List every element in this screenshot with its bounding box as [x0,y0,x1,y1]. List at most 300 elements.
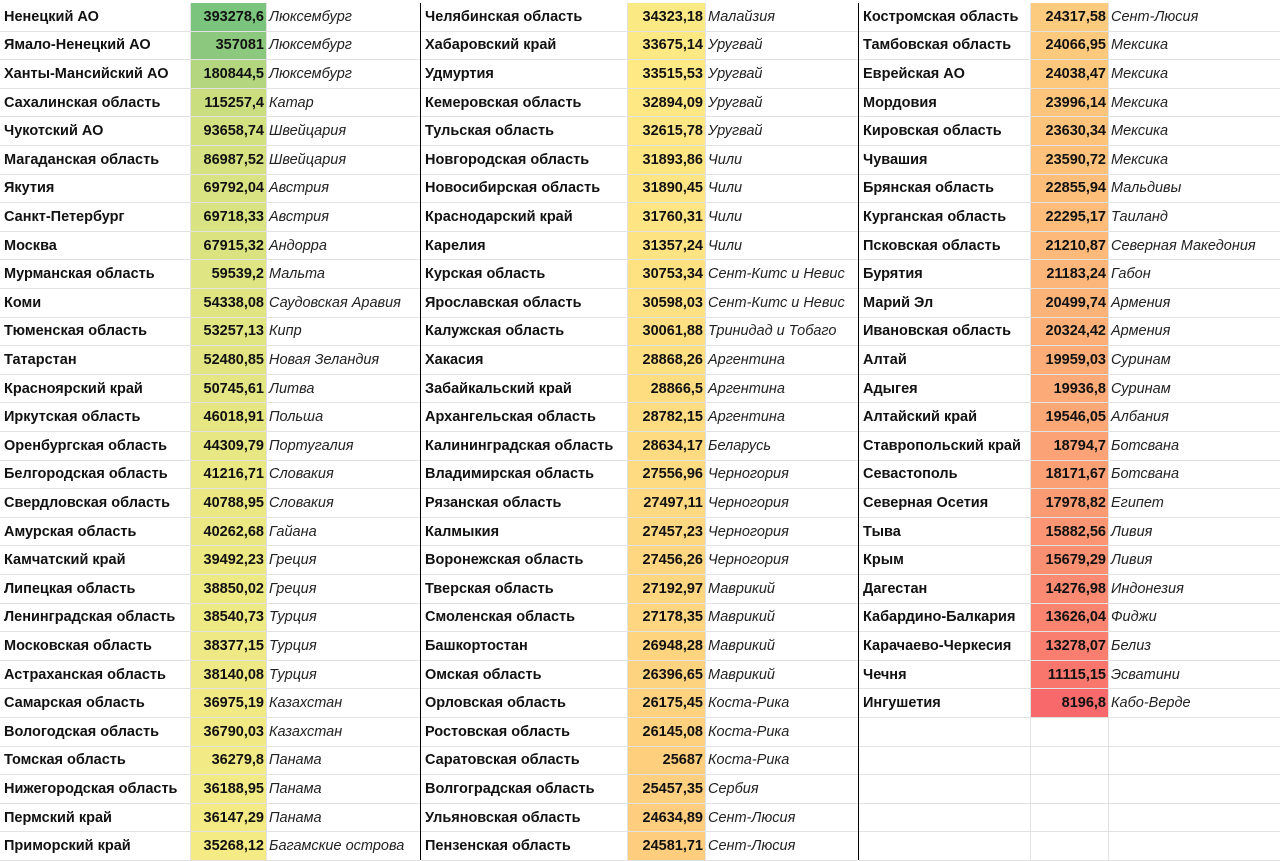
region-cell[interactable]: Самарская область [0,689,191,718]
value-cell[interactable]: 31760,31 [628,203,705,232]
region-cell[interactable]: Калужская область [421,318,628,347]
empty-row [859,775,1280,804]
table-row [421,775,858,804]
region-cell[interactable]: Чукотский АО [0,117,191,146]
value-cell[interactable]: 30061,88 [628,318,705,347]
table-row [0,775,420,804]
country-cell[interactable]: Гайана [266,518,420,547]
table-row [859,146,1280,175]
value-cell[interactable]: 25687 [628,747,705,776]
value-cell[interactable]: 393278,6 [191,3,266,32]
value-cell[interactable]: 86987,52 [191,146,266,175]
value-cell[interactable]: 22855,94 [1031,175,1108,204]
region-cell[interactable]: Хакасия [421,346,628,375]
value-cell[interactable]: 36147,29 [191,804,266,833]
region-cell[interactable]: Новосибирская область [421,175,628,204]
country-cell[interactable]: Белиз [1108,632,1280,661]
value-cell[interactable]: 38540,73 [191,604,266,633]
country-cell[interactable]: Панама [266,775,420,804]
value-cell[interactable]: 39492,23 [191,546,266,575]
country-cell[interactable]: Уругвай [705,89,858,118]
value-cell[interactable] [1031,804,1108,833]
region-cell[interactable]: Кабардино-Балкария [859,604,1031,633]
value-cell[interactable]: 34323,18 [628,3,705,32]
country-cell[interactable]: Ботсвана [1108,432,1280,461]
country-cell[interactable]: Маврикий [705,661,858,690]
region-cell[interactable]: Рязанская область [421,489,628,518]
country-cell[interactable]: Суринам [1108,346,1280,375]
region-cell[interactable]: Чечня [859,661,1031,690]
country-cell[interactable]: Турция [266,632,420,661]
region-cell[interactable] [859,832,1031,861]
country-cell[interactable]: Таиланд [1108,203,1280,232]
region-cell[interactable]: Забайкальский край [421,375,628,404]
country-cell[interactable]: Ботсвана [1108,461,1280,490]
country-cell[interactable] [1108,832,1280,861]
region-cell[interactable]: Алтайский край [859,403,1031,432]
country-cell[interactable]: Габон [1108,260,1280,289]
country-cell[interactable]: Малайзия [705,3,858,32]
country-cell[interactable]: Аргентина [705,346,858,375]
value-cell[interactable]: 26145,08 [628,718,705,747]
region-cell[interactable]: Краснодарский край [421,203,628,232]
table-row [421,518,858,547]
value-cell[interactable]: 24317,58 [1031,3,1108,32]
country-cell[interactable]: Уругвай [705,32,858,61]
table-row [0,575,420,604]
country-cell[interactable]: Кабо-Верде [1108,689,1280,718]
value-cell[interactable]: 18794,7 [1031,432,1108,461]
region-cell[interactable]: Костромская область [859,3,1031,32]
value-cell[interactable]: 31357,24 [628,232,705,261]
country-cell[interactable]: Мексика [1108,146,1280,175]
country-cell[interactable]: Чили [705,175,858,204]
table-row [0,689,420,718]
country-cell[interactable]: Черногория [705,518,858,547]
value-cell[interactable]: 26948,28 [628,632,705,661]
table-row [421,432,858,461]
table-row [421,546,858,575]
value-cell[interactable]: 53257,13 [191,318,266,347]
value-cell[interactable]: 115257,4 [191,89,266,118]
value-cell[interactable]: 19936,8 [1031,375,1108,404]
country-cell[interactable]: Мексика [1108,60,1280,89]
table-row [859,260,1280,289]
value-cell[interactable]: 36790,03 [191,718,266,747]
country-cell[interactable]: Эсватини [1108,661,1280,690]
empty-row [859,747,1280,776]
region-cell[interactable]: Кемеровская область [421,89,628,118]
country-cell[interactable]: Андорра [266,232,420,261]
region-cell[interactable]: Москва [0,232,191,261]
region-cell[interactable]: Воронежская область [421,546,628,575]
table-row [859,689,1280,718]
value-cell[interactable]: 32894,09 [628,89,705,118]
value-cell[interactable]: 20324,42 [1031,318,1108,347]
value-cell[interactable]: 38850,02 [191,575,266,604]
value-cell[interactable]: 33675,14 [628,32,705,61]
table-row [859,346,1280,375]
region-cell[interactable]: Чувашия [859,146,1031,175]
region-cell[interactable] [859,718,1031,747]
value-cell[interactable]: 25457,35 [628,775,705,804]
region-cell[interactable]: Татарстан [0,346,191,375]
region-cell[interactable]: Карелия [421,232,628,261]
region-cell[interactable]: Сахалинская область [0,89,191,118]
value-cell[interactable]: 15882,56 [1031,518,1108,547]
region-cell[interactable]: Карачаево-Черкесия [859,632,1031,661]
country-cell[interactable]: Казахстан [266,689,420,718]
region-cell[interactable]: Нижегородская область [0,775,191,804]
region-cell[interactable]: Амурская область [0,518,191,547]
value-cell[interactable]: 24038,47 [1031,60,1108,89]
value-cell[interactable]: 21210,87 [1031,232,1108,261]
region-cell[interactable]: Оренбургская область [0,432,191,461]
country-cell[interactable]: Багамские острова [266,832,420,861]
region-cell[interactable]: Челябинская область [421,3,628,32]
region-cell[interactable]: Адыгея [859,375,1031,404]
country-cell[interactable]: Сент-Китс и Невис [705,260,858,289]
region-cell[interactable]: Ханты-Мансийский АО [0,60,191,89]
region-cell[interactable]: Тульская область [421,117,628,146]
country-cell[interactable]: Беларусь [705,432,858,461]
value-cell[interactable]: 24634,89 [628,804,705,833]
value-cell[interactable]: 24581,71 [628,832,705,861]
country-cell[interactable]: Мальдивы [1108,175,1280,204]
value-cell[interactable]: 15679,29 [1031,546,1108,575]
country-cell[interactable]: Армения [1108,318,1280,347]
table-row [421,203,858,232]
value-cell[interactable]: 40788,95 [191,489,266,518]
country-cell[interactable]: Коста-Рика [705,689,858,718]
country-cell[interactable]: Черногория [705,489,858,518]
value-cell[interactable] [1031,747,1108,776]
region-cell[interactable]: Псковская область [859,232,1031,261]
value-cell[interactable]: 27192,97 [628,575,705,604]
value-cell[interactable]: 27556,96 [628,461,705,490]
value-cell[interactable]: 11115,15 [1031,661,1108,690]
region-cell[interactable] [859,747,1031,776]
region-cell[interactable]: Ямало-Ненецкий АО [0,32,191,61]
country-cell[interactable]: Чили [705,146,858,175]
region-cell[interactable]: Мурманская область [0,260,191,289]
country-cell[interactable]: Словакия [266,489,420,518]
region-cell[interactable]: Орловская область [421,689,628,718]
region-cell[interactable]: Калмыкия [421,518,628,547]
country-cell[interactable]: Сент-Люсия [705,804,858,833]
region-cell[interactable]: Ульяновская область [421,804,628,833]
region-cell[interactable]: Курганская область [859,203,1031,232]
region-cell[interactable]: Коми [0,289,191,318]
value-cell[interactable]: 38377,15 [191,632,266,661]
region-cell[interactable]: Вологодская область [0,718,191,747]
value-cell[interactable]: 54338,08 [191,289,266,318]
table-row [421,661,858,690]
value-cell[interactable]: 20499,74 [1031,289,1108,318]
region-cell[interactable]: Пензенская область [421,832,628,861]
value-cell[interactable]: 59539,2 [191,260,266,289]
region-cell[interactable]: Мордовия [859,89,1031,118]
region-cell[interactable]: Курская область [421,260,628,289]
value-cell[interactable]: 50745,61 [191,375,266,404]
value-cell[interactable]: 13626,04 [1031,604,1108,633]
value-cell[interactable]: 44309,79 [191,432,266,461]
value-cell[interactable]: 28866,5 [628,375,705,404]
country-cell[interactable]: Швейцария [266,117,420,146]
value-cell[interactable]: 17978,82 [1031,489,1108,518]
region-cell[interactable]: Магаданская область [0,146,191,175]
country-cell[interactable]: Мальта [266,260,420,289]
country-cell[interactable]: Фиджи [1108,604,1280,633]
region-cell[interactable]: Бурятия [859,260,1031,289]
value-cell[interactable]: 14276,98 [1031,575,1108,604]
country-cell[interactable]: Уругвай [705,117,858,146]
country-cell[interactable]: Австрия [266,175,420,204]
region-cell[interactable]: Еврейская АО [859,60,1031,89]
country-cell[interactable]: Швейцария [266,146,420,175]
value-cell[interactable]: 23590,72 [1031,146,1108,175]
value-cell[interactable]: 30598,03 [628,289,705,318]
region-cell[interactable]: Пермский край [0,804,191,833]
country-cell[interactable]: Катар [266,89,420,118]
value-cell[interactable]: 93658,74 [191,117,266,146]
region-cell[interactable]: Тамбовская область [859,32,1031,61]
region-cell[interactable] [859,804,1031,833]
region-cell[interactable]: Крым [859,546,1031,575]
country-cell[interactable]: Албания [1108,403,1280,432]
table-row [859,318,1280,347]
region-cell[interactable]: Тверская область [421,575,628,604]
value-cell[interactable]: 36279,8 [191,747,266,776]
value-cell[interactable]: 36975,19 [191,689,266,718]
region-cell[interactable]: Ленинградская область [0,604,191,633]
value-cell[interactable]: 19959,03 [1031,346,1108,375]
value-cell[interactable]: 31890,45 [628,175,705,204]
value-cell[interactable]: 32615,78 [628,117,705,146]
region-cell[interactable]: Новгородская область [421,146,628,175]
table-row [421,3,858,32]
country-cell[interactable]: Аргентина [705,403,858,432]
region-cell[interactable]: Смоленская область [421,604,628,633]
country-cell[interactable]: Панама [266,747,420,776]
country-cell[interactable]: Мексика [1108,89,1280,118]
country-cell[interactable]: Маврикий [705,604,858,633]
country-cell[interactable]: Мексика [1108,32,1280,61]
value-cell[interactable]: 19546,05 [1031,403,1108,432]
country-cell[interactable]: Люксембург [266,3,420,32]
region-cell[interactable]: Ставропольский край [859,432,1031,461]
region-cell[interactable]: Алтай [859,346,1031,375]
value-cell[interactable]: 26396,65 [628,661,705,690]
region-cell[interactable]: Томская область [0,747,191,776]
table-row [421,718,858,747]
country-cell[interactable]: Люксембург [266,60,420,89]
country-cell[interactable] [1108,804,1280,833]
region-cell[interactable]: Камчатский край [0,546,191,575]
value-cell[interactable]: 18171,67 [1031,461,1108,490]
table-row [0,604,420,633]
country-cell[interactable]: Сербия [705,775,858,804]
region-cell[interactable]: Хабаровский край [421,32,628,61]
region-cell[interactable]: Ингушетия [859,689,1031,718]
region-cell[interactable]: Московская область [0,632,191,661]
value-cell[interactable]: 13278,07 [1031,632,1108,661]
region-cell[interactable]: Калининградская область [421,432,628,461]
value-cell[interactable]: 28634,17 [628,432,705,461]
region-cell[interactable]: Саратовская область [421,747,628,776]
country-cell[interactable]: Черногория [705,546,858,575]
region-cell[interactable]: Брянская область [859,175,1031,204]
country-cell[interactable]: Новая Зеландия [266,346,420,375]
region-cell[interactable]: Владимирская область [421,461,628,490]
table-row [421,375,858,404]
country-cell[interactable] [1108,747,1280,776]
country-cell[interactable]: Ливия [1108,546,1280,575]
table-row [421,832,858,861]
region-cell[interactable]: Ярославская область [421,289,628,318]
table-row [421,232,858,261]
region-cell[interactable]: Кировская область [859,117,1031,146]
country-cell[interactable]: Египет [1108,489,1280,518]
country-cell[interactable]: Черногория [705,461,858,490]
value-cell[interactable]: 30753,34 [628,260,705,289]
region-cell[interactable]: Ростовская область [421,718,628,747]
country-cell[interactable]: Польша [266,403,420,432]
region-cell[interactable]: Свердловская область [0,489,191,518]
country-cell[interactable]: Суринам [1108,375,1280,404]
value-cell[interactable]: 28782,15 [628,403,705,432]
country-cell[interactable]: Индонезия [1108,575,1280,604]
region-cell[interactable]: Архангельская область [421,403,628,432]
country-cell[interactable] [1108,775,1280,804]
country-cell[interactable]: Уругвай [705,60,858,89]
region-cell[interactable] [859,775,1031,804]
value-cell[interactable]: 52480,85 [191,346,266,375]
country-cell[interactable]: Саудовская Аравия [266,289,420,318]
region-cell[interactable]: Тыва [859,518,1031,547]
country-cell[interactable]: Коста-Рика [705,718,858,747]
region-cell[interactable]: Санкт-Петербург [0,203,191,232]
table-block-3 [859,3,1280,860]
value-cell[interactable]: 36188,95 [191,775,266,804]
value-cell[interactable]: 31893,86 [628,146,705,175]
country-cell[interactable]: Турция [266,661,420,690]
value-cell[interactable] [1031,832,1108,861]
country-cell[interactable]: Люксембург [266,32,420,61]
value-cell[interactable]: 180844,5 [191,60,266,89]
value-cell[interactable]: 8196,8 [1031,689,1108,718]
country-cell[interactable]: Тринидад и Тобаго [705,318,858,347]
region-cell[interactable]: Липецкая область [0,575,191,604]
value-cell[interactable]: 27456,26 [628,546,705,575]
value-cell[interactable]: 21183,24 [1031,260,1108,289]
country-cell[interactable]: Сент-Люсия [1108,3,1280,32]
value-cell[interactable]: 23996,14 [1031,89,1108,118]
table-row [859,32,1280,61]
region-cell[interactable]: Омская область [421,661,628,690]
country-cell[interactable]: Маврикий [705,632,858,661]
region-cell[interactable]: Красноярский край [0,375,191,404]
value-cell[interactable] [1031,718,1108,747]
region-cell[interactable]: Северная Осетия [859,489,1031,518]
region-cell[interactable]: Волгоградская область [421,775,628,804]
country-cell[interactable]: Армения [1108,289,1280,318]
country-cell[interactable]: Сент-Китс и Невис [705,289,858,318]
value-cell[interactable]: 26175,45 [628,689,705,718]
table-row [421,747,858,776]
country-cell[interactable]: Аргентина [705,375,858,404]
table-row [421,689,858,718]
region-cell[interactable]: Ненецкий АО [0,3,191,32]
country-cell[interactable]: Коста-Рика [705,747,858,776]
value-cell[interactable]: 27497,11 [628,489,705,518]
country-cell[interactable] [1108,718,1280,747]
value-cell[interactable]: 69718,33 [191,203,266,232]
table-row [421,318,858,347]
country-cell[interactable]: Турция [266,604,420,633]
country-cell[interactable]: Кипр [266,318,420,347]
value-cell[interactable]: 46018,91 [191,403,266,432]
value-cell[interactable]: 41216,71 [191,461,266,490]
value-cell[interactable]: 35268,12 [191,832,266,861]
region-cell[interactable]: Астраханская область [0,661,191,690]
country-cell[interactable]: Северная Македония [1108,232,1280,261]
country-cell[interactable]: Мексика [1108,117,1280,146]
value-cell[interactable]: 40262,68 [191,518,266,547]
region-cell[interactable]: Приморский край [0,832,191,861]
value-cell[interactable]: 27178,35 [628,604,705,633]
region-cell[interactable]: Белгородская область [0,461,191,490]
country-cell[interactable]: Сент-Люсия [705,832,858,861]
table-row [0,32,420,61]
value-cell[interactable]: 27457,23 [628,518,705,547]
value-cell[interactable]: 24066,95 [1031,32,1108,61]
country-cell[interactable]: Ливия [1108,518,1280,547]
region-cell[interactable]: Башкортостан [421,632,628,661]
value-cell[interactable]: 23630,34 [1031,117,1108,146]
country-cell[interactable]: Словакия [266,461,420,490]
country-cell[interactable]: Казахстан [266,718,420,747]
region-cell[interactable]: Марий Эл [859,289,1031,318]
country-cell[interactable]: Португалия [266,432,420,461]
table-row [421,289,858,318]
region-cell[interactable]: Ивановская область [859,318,1031,347]
region-cell[interactable]: Тюменская область [0,318,191,347]
region-cell[interactable]: Удмуртия [421,60,628,89]
region-cell[interactable]: Якутия [0,175,191,204]
value-cell[interactable]: 67915,32 [191,232,266,261]
country-cell[interactable]: Чили [705,232,858,261]
country-cell[interactable]: Австрия [266,203,420,232]
value-cell[interactable]: 28868,26 [628,346,705,375]
region-cell[interactable]: Иркутская область [0,403,191,432]
value-cell[interactable]: 38140,08 [191,661,266,690]
value-cell[interactable] [1031,775,1108,804]
region-cell[interactable]: Дагестан [859,575,1031,604]
country-cell[interactable]: Чили [705,203,858,232]
country-cell[interactable]: Греция [266,575,420,604]
country-cell[interactable]: Панама [266,804,420,833]
value-cell[interactable]: 33515,53 [628,60,705,89]
value-cell[interactable]: 69792,04 [191,175,266,204]
region-cell[interactable]: Севастополь [859,461,1031,490]
table-row [421,461,858,490]
country-cell[interactable]: Маврикий [705,575,858,604]
country-cell[interactable]: Литва [266,375,420,404]
value-cell[interactable]: 22295,17 [1031,203,1108,232]
country-cell[interactable]: Греция [266,546,420,575]
value-cell[interactable]: 357081 [191,32,266,61]
